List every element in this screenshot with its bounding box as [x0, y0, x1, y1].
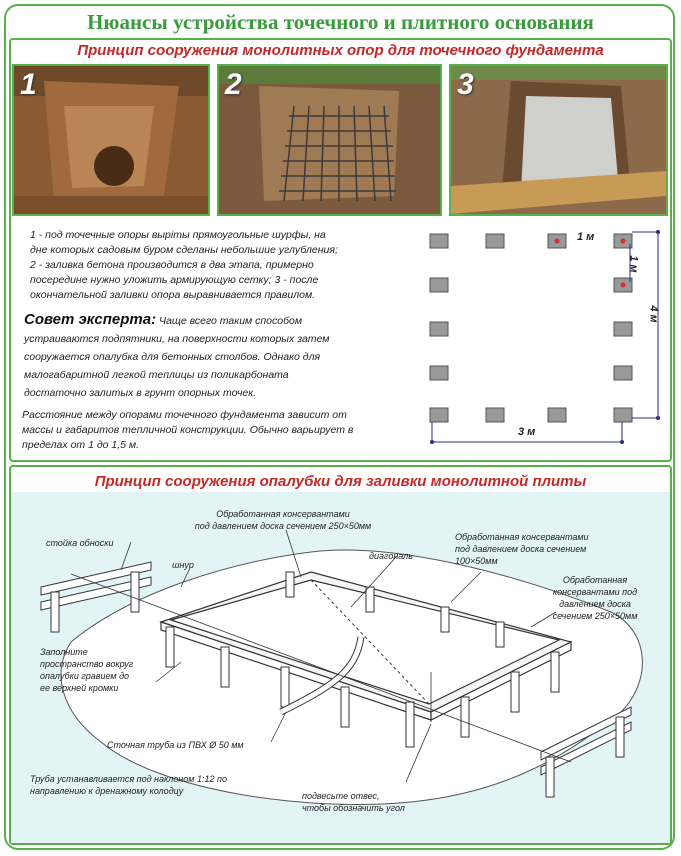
label-diagonal: диагональ	[369, 551, 413, 561]
label-board-100: Обработанная консервантами под давлением доска сечением 100×50мм	[455, 532, 589, 566]
photo-concrete	[449, 64, 668, 216]
section2-title: Принцип сооружения опалубки для заливки монолитной плиты	[94, 473, 587, 490]
photo-number-3: 3	[457, 68, 474, 101]
label-plumb: подвесьте отвес, чтобы обозначить угол	[302, 791, 405, 813]
label-board-top: Обработанная консервантами под давлением доска сечением 250×50мм	[194, 509, 372, 531]
photo-pit	[12, 64, 210, 216]
photo-number-2: 2	[225, 68, 242, 101]
label-pipe: Сточная труба из ПВХ Ø 50 мм	[107, 740, 244, 750]
label-gravel: Заполните пространство вокруг опалубки гравием до ее верхней кромки	[40, 647, 134, 693]
expert-tip-heading: Совет эксперта:	[24, 311, 157, 328]
dim-1m-vertical: 1 м	[627, 255, 640, 273]
dim-1m-horizontal: 1 м	[577, 231, 595, 243]
dim-4m: 4 м	[647, 305, 660, 323]
section1-title: Принцип сооружения монолитных опор для точечного фундамента	[77, 42, 604, 59]
photo-mesh	[217, 64, 442, 216]
page-title: Нюансы устройства точечного и плитного основания	[87, 10, 594, 34]
expert-tip: Совет эксперта: Чаще всего таким способом устраиваются подпятники, на поверхности которых затем сооружается опалубка для бетонных столбов. Однако для малогабаритной легкой теплицы из поликарбоната достаточно залитых в грунт опорных точек.	[24, 311, 330, 399]
label-board-right: Обработанная консервантами под давлением доска сечением 250×50мм	[552, 575, 638, 621]
distance-text: Расстояние между опорами точечного фундамента зависит от массы и габаритов тепличной конструкции. Обычно варьирует в пределах от 1 до 1,5 м.	[22, 409, 354, 451]
dim-3m: 3 м	[518, 426, 536, 438]
label-shnur: шнур	[172, 560, 194, 570]
description-text: 1 - под точечные опоры выріты прямоугольные шурфы, на дне которых садовым буром сделаны небольшие углубления; 2 - заливка бетона производится в два этапа, примерно посередине нужно уложить армирующую сетку; 3 - после окончательной заливки опора выравнивается правилом.	[30, 229, 338, 301]
photo-number-1: 1	[20, 68, 37, 101]
label-slope: Труба устанавливается под наклоном 1:12 по направлению к дренажному колодцу	[30, 774, 227, 796]
label-stoyka: стойка обноски	[46, 538, 114, 548]
